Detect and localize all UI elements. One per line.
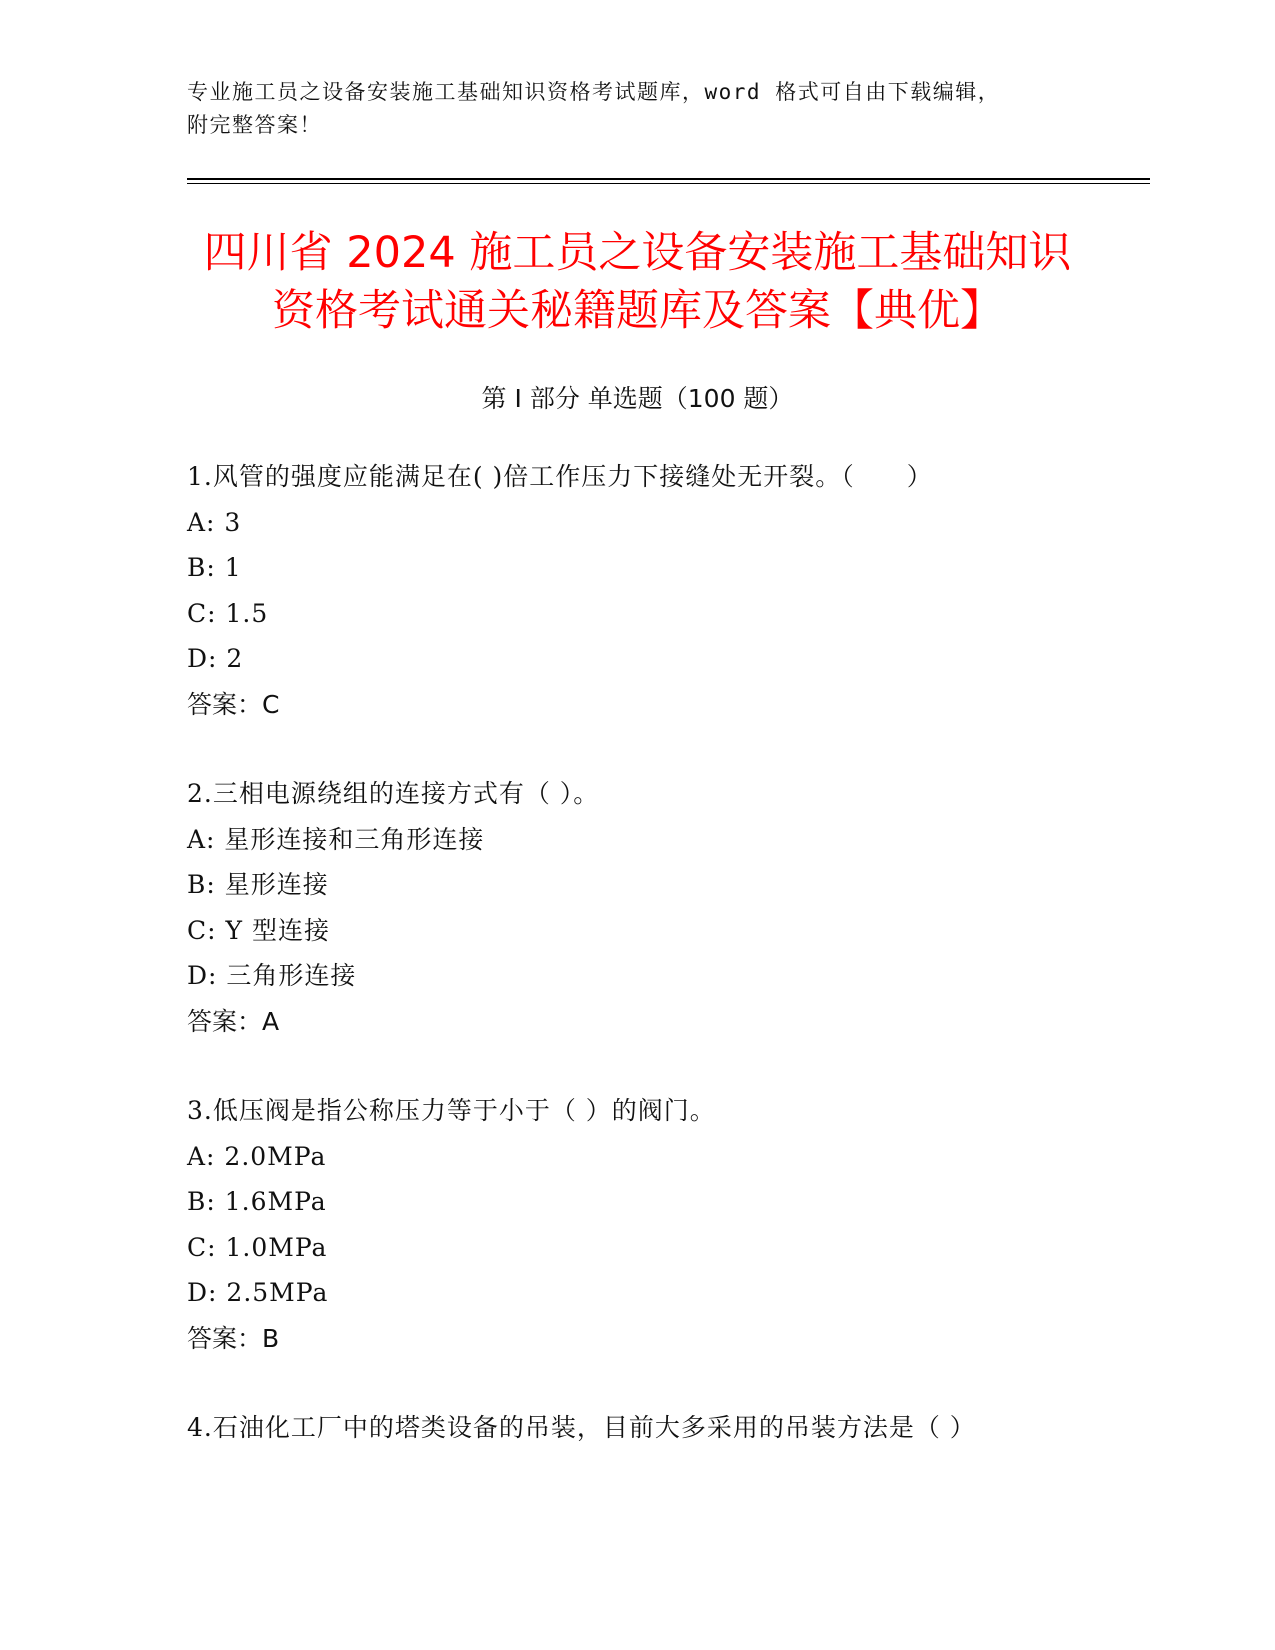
question-stem: 2.三相电源绕组的连接方式有（ ）。 bbox=[187, 779, 600, 808]
question-item bbox=[187, 1405, 1137, 1451]
answer-key: 答案：A bbox=[187, 1006, 280, 1036]
header-note-line: 附完整答案！ bbox=[187, 113, 322, 137]
answer-key: 答案：C bbox=[187, 689, 280, 719]
question-stem: 1.风管的强度应能满足在( )倍工作压力下接缝处无开裂。（ ） bbox=[187, 462, 933, 491]
document-title-line: 四川省 2024 施工员之设备安装施工基础知识 bbox=[203, 228, 1072, 278]
answer-option: B: 1.6MPa bbox=[187, 1187, 327, 1216]
question-item bbox=[187, 771, 1137, 1044]
answer-option: D: 三角形连接 bbox=[187, 961, 357, 990]
answer-option: D: 2.5MPa bbox=[187, 1278, 329, 1307]
header-note bbox=[187, 76, 1087, 142]
answer-option: A: 3 bbox=[187, 507, 242, 537]
answer-option: D: 2 bbox=[187, 644, 244, 673]
answer-option: B: 星形连接 bbox=[187, 870, 329, 899]
answer-option: C: 1.0MPa bbox=[187, 1232, 328, 1262]
question-stem: 4.石油化工厂中的塔类设备的吊装，目前大多采用的吊装方法是（ ） bbox=[187, 1413, 976, 1442]
answer-key: 答案：B bbox=[187, 1323, 280, 1353]
answer-option: A: 星形连接和三角形连接 bbox=[187, 824, 485, 854]
question-stem: 3.低压阀是指公称压力等于小于（ ）的阀门。 bbox=[187, 1096, 716, 1125]
answer-option: C: 1.5 bbox=[187, 598, 269, 628]
question-item bbox=[187, 454, 1137, 727]
header-divider bbox=[187, 178, 1150, 180]
section-heading: 第 I 部分 单选题（100 题） bbox=[481, 384, 794, 413]
question-item bbox=[187, 1088, 1137, 1361]
header-note-line: 专业施工员之设备安装施工基础知识资格考试题库，word 格式可自由下载编辑， bbox=[187, 80, 1001, 104]
answer-option: A: 2.0MPa bbox=[187, 1141, 327, 1171]
answer-option: B: 1 bbox=[187, 553, 242, 582]
header-divider bbox=[187, 183, 1150, 184]
document-title-line: 资格考试通关秘籍题库及答案【典优】 bbox=[272, 286, 1003, 336]
answer-option: C: Y 型连接 bbox=[187, 915, 330, 945]
document-title bbox=[0, 224, 1275, 340]
